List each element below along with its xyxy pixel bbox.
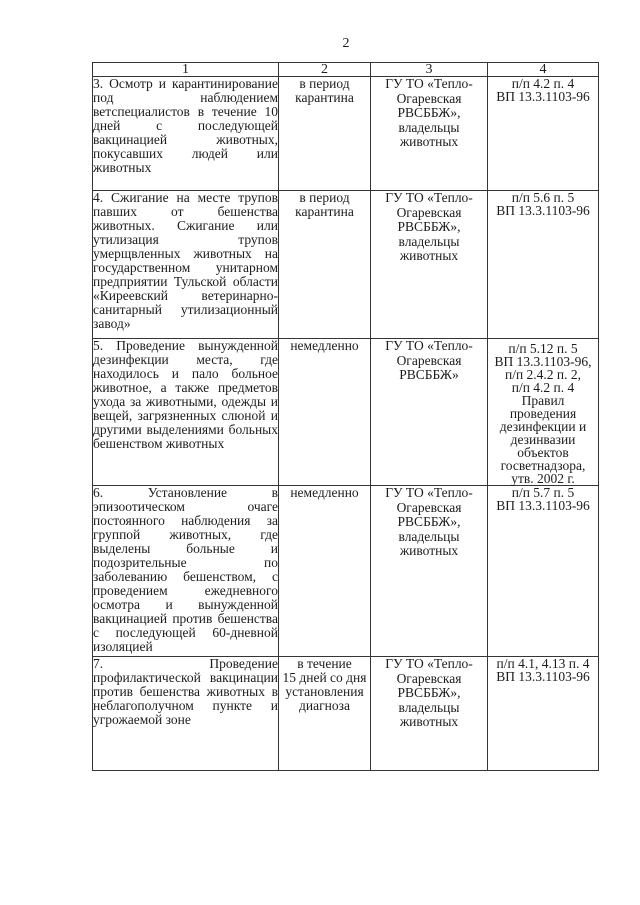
term-cell: в период карантина (279, 191, 371, 339)
column-header-2: 2 (279, 63, 371, 77)
table-row (93, 191, 599, 339)
measure-cell: 4. Сжигание на месте трупов павших от бешенства животных. Сжигание или утилизация трупов умерщвленных животных на государственном унитарном предприятии Тульской области «Киреевский ветеринарно-санитарный утилизационный завод» (93, 191, 279, 339)
measure-cell: 3. Осмотр и карантинирование под наблюдением ветспециалистов в течение 10 дней с последующей вакцинацией животных, покусавших людей или животных (93, 77, 279, 191)
legal-basis-cell: п/п 5.6 п. 5 ВП 13.3.1103-96 (488, 191, 599, 339)
measure-cell: 5. Проведение вынужденной дезинфекции места, где находилось и пало больное животное, а также предметов ухода за животными, одежды и вещей, загрязненных слюной и другими выделениями больных бешенством животных (93, 339, 279, 486)
legal-basis-cell: п/п 5.7 п. 5 ВП 13.3.1103-96 (488, 486, 599, 657)
term-cell: немедленно (279, 486, 371, 657)
legal-basis-cell: п/п 5.12 п. 5 ВП 13.3.1103-96, п/п 2.4.2 п. 2, п/п 4.2 п. 4 Правил проведения дезинфекции и дезинвазии объектов госветнадзора, утв. 2002 г. (488, 339, 599, 486)
table-row (93, 657, 599, 771)
column-header-1: 1 (93, 63, 279, 77)
executor-cell: ГУ ТО «Тепло- Огаревская РВСББЖ», владельцы животных (371, 191, 488, 339)
term-cell: в течение 15 дней со дня установления диагноза (279, 657, 371, 771)
table-row (93, 486, 599, 657)
table-row (93, 339, 599, 486)
table-header-row (93, 63, 599, 77)
term-cell: немедленно (279, 339, 371, 486)
table-row (93, 77, 599, 191)
legal-basis-cell: п/п 4.1, 4.13 п. 4 ВП 13.3.1103-96 (488, 657, 599, 771)
executor-cell: ГУ ТО «Тепло- Огаревская РВСББЖ», владельцы животных (371, 486, 488, 657)
executor-cell: ГУ ТО «Тепло- Огаревская РВСББЖ» (371, 339, 488, 486)
measures-table (92, 62, 599, 771)
executor-cell: ГУ ТО «Тепло- Огаревская РВСББЖ», владельцы животных (371, 657, 488, 771)
column-header-4: 4 (488, 63, 599, 77)
page-number: 2 (342, 36, 350, 51)
executor-cell: ГУ ТО «Тепло- Огаревская РВСББЖ», владельцы животных (371, 77, 488, 191)
measure-cell: 6. Установление в эпизоотическом очаге постоянного наблюдения за группой животных, где выделены больные и подозрительные по заболеванию бешенством, с проведением ежедневного осмотра и вынужденной вакцинацией против бешенства с последующей 60-дневной изоляцией (93, 486, 279, 657)
legal-basis-cell: п/п 4.2 п. 4 ВП 13.3.1103-96 (488, 77, 599, 191)
column-header-3: 3 (371, 63, 488, 77)
term-cell: в период карантина (279, 77, 371, 191)
measure-cell: 7. Проведение профилактической вакцинации против бешенства животных в неблагополучном пункте и угрожаемой зоне (93, 657, 279, 771)
